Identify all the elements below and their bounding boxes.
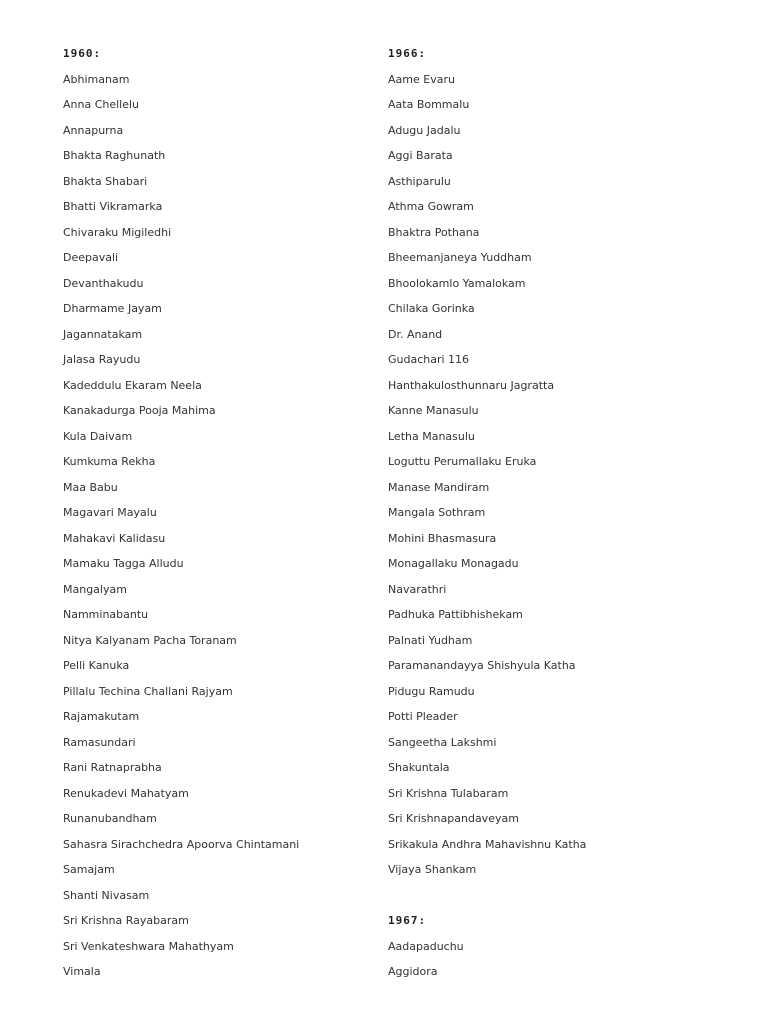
film-title: Sahasra Sirachchedra Apoorva Chintamani [63, 837, 300, 851]
film-title: Bheemanjaneya Yuddham [388, 251, 532, 264]
film-title: Namminabantu [63, 608, 149, 621]
film-title: Aata Bommalu [388, 98, 470, 111]
film-title: Kumkuma Rekha [63, 455, 156, 468]
film-title: Chilaka Gorinka [388, 302, 475, 315]
film-title: Sri Venkateshwara Mahathyam [63, 939, 234, 953]
year-heading: 1966: [388, 47, 427, 60]
film-title: Devanthakudu [63, 276, 144, 290]
film-title: Dr. Anand [388, 327, 443, 341]
film-title: Hanthakulosthunnaru Jagratta [388, 378, 555, 392]
film-title: Rani Ratnaprabha [63, 761, 162, 774]
film-title: Jagannatakam [63, 327, 143, 341]
film-title: Aame Evaru [388, 72, 455, 86]
film-title: Runanubandham [63, 812, 157, 825]
film-title: Asthiparulu [388, 174, 451, 188]
film-title: Paramanandayya Shishyula Katha [388, 659, 576, 672]
film-title: Manase Mandiram [388, 480, 490, 494]
film-title: Chivaraku Migiledhi [63, 225, 172, 239]
film-title: Aggidora [388, 965, 438, 978]
film-title: Pelli Kanuka [63, 659, 130, 672]
film-title: Vimala [63, 965, 101, 978]
film-title: Monagallaku Monagadu [388, 557, 519, 570]
film-title: Sri Krishna Rayabaram [63, 914, 189, 927]
film-title: Bhakta Raghunath [63, 149, 166, 162]
film-title: Pidugu Ramudu [388, 684, 475, 698]
film-title: Mohini Bhasmasura [388, 531, 497, 545]
film-title: Bhoolokamlo Yamalokam [388, 276, 526, 290]
film-title: Kanakadurga Pooja Mahima [63, 404, 216, 417]
film-title: Navarathri [388, 582, 447, 596]
film-title: Athma Gowram [388, 200, 474, 213]
year-heading: 1960: [63, 47, 102, 60]
film-title: Mamaku Tagga Alludu [63, 557, 184, 570]
film-title: Sangeetha Lakshmi [388, 735, 497, 749]
year-heading: 1967: [388, 914, 427, 927]
film-title: Shakuntala [388, 761, 450, 774]
film-title: Loguttu Perumallaku Eruka [388, 455, 537, 468]
film-title: Samajam [63, 863, 115, 876]
film-title: Renukadevi Mahatyam [63, 786, 189, 800]
film-title: Kadeddulu Ekaram Neela [63, 378, 202, 392]
left-column [63, 43, 363, 987]
film-title: Dharmame Jayam [63, 302, 162, 315]
film-title: Palnati Yudham [388, 633, 473, 647]
film-title: Adugu Jadalu [388, 123, 461, 137]
right-column [388, 43, 718, 987]
film-title: Bhakta Shabari [63, 174, 148, 188]
film-title: Rajamakutam [63, 710, 140, 723]
film-title: Nitya Kalyanam Pacha Toranam [63, 633, 237, 647]
film-title: Srikakula Andhra Mahavishnu Katha [388, 837, 587, 851]
film-title: Letha Manasulu [388, 429, 475, 443]
film-list [63, 69, 363, 987]
film-title: Mahakavi Kalidasu [63, 531, 166, 545]
film-title: Sri Krishna Tulabaram [388, 786, 509, 800]
film-title: Annapurna [63, 123, 124, 137]
film-title: Aadapaduchu [388, 939, 464, 953]
film-title: Kula Daivam [63, 429, 133, 443]
film-title: Shanti Nivasam [63, 888, 150, 902]
film-title: Bhaktra Pothana [388, 225, 480, 239]
film-title: Kanne Manasulu [388, 404, 479, 417]
film-title: Ramasundari [63, 735, 136, 749]
film-title: Anna Chellelu [63, 98, 140, 111]
section-spacer [388, 885, 718, 911]
film-list [388, 936, 718, 987]
film-title: Bhatti Vikramarka [63, 200, 163, 213]
film-title: Pillalu Techina Challani Rajyam [63, 684, 233, 698]
film-title: Padhuka Pattibhishekam [388, 608, 523, 621]
film-title: Mangala Sothram [388, 506, 486, 519]
film-title: Magavari Mayalu [63, 506, 157, 519]
film-list [388, 69, 718, 885]
film-title: Deepavali [63, 251, 119, 264]
film-title: Mangalyam [63, 582, 127, 596]
film-title: Sri Krishnapandaveyam [388, 812, 519, 825]
film-title: Gudachari 116 [388, 353, 470, 366]
film-title: Aggi Barata [388, 149, 453, 162]
film-title: Jalasa Rayudu [63, 353, 141, 366]
film-title: Abhimanam [63, 72, 130, 86]
film-title: Vijaya Shankam [388, 863, 477, 876]
film-title: Maa Babu [63, 480, 118, 494]
film-title: Potti Pleader [388, 710, 458, 723]
